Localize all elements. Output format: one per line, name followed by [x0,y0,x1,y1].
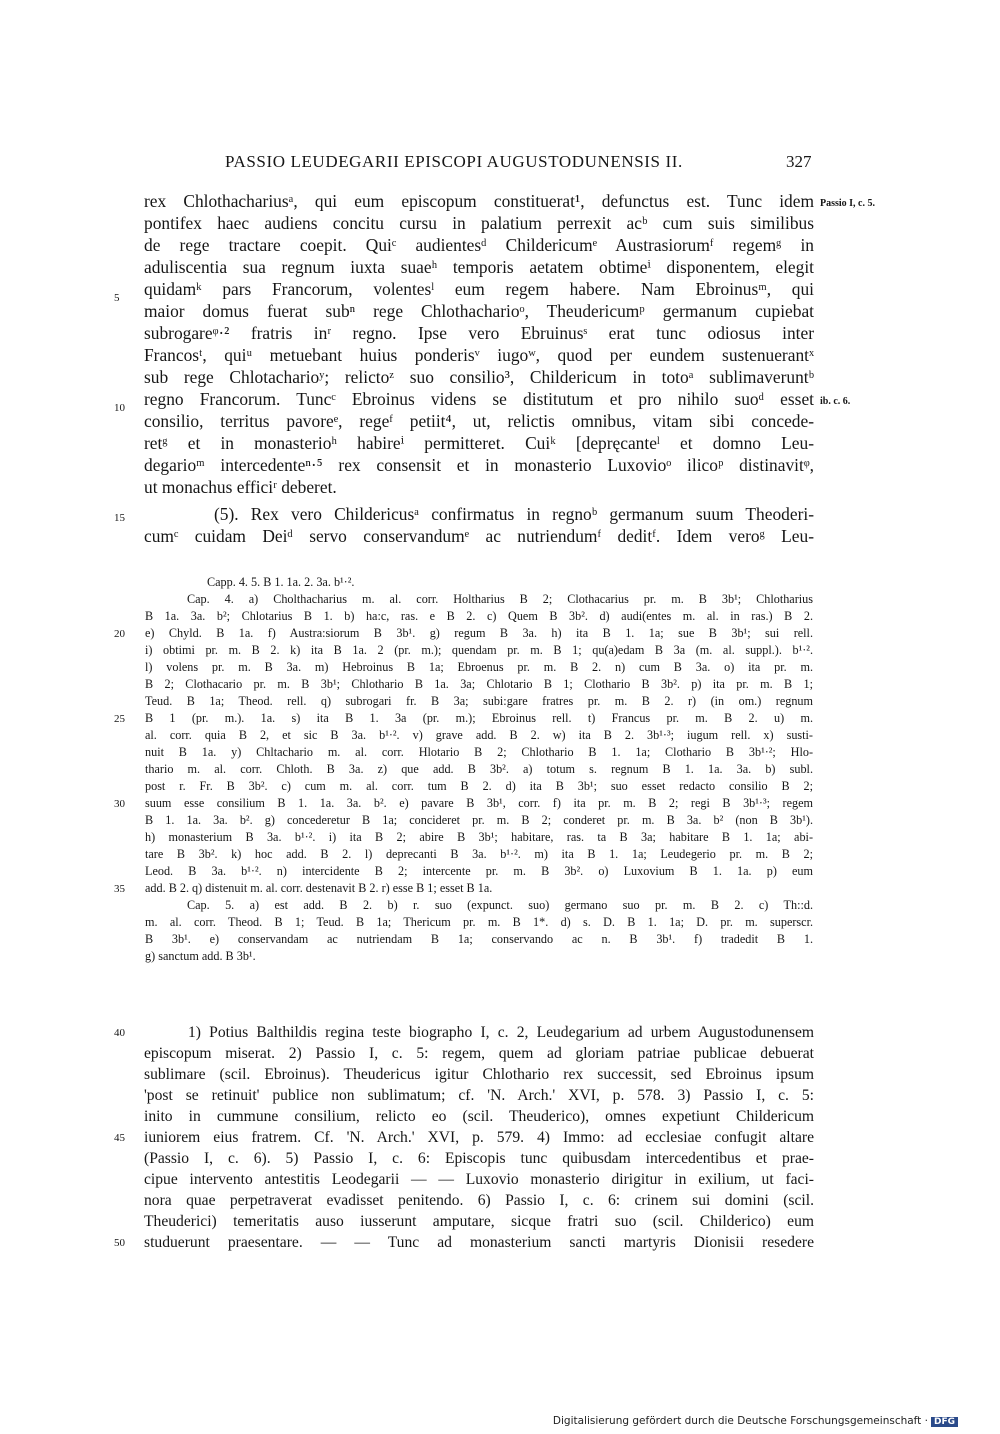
footnote-line: episcopum miserat. 2) Passio I, c. 5: regem, quem ad gloriam patriae publicae debuerat [144,1045,814,1062]
apparatus-line: Leod. B 3a. b¹·². n) intercidente B 2; intercente pr. m. B 3b². o) Luxovium B 1. 1a. p) eum [145,864,813,878]
footnote-line: iuniorem eius fratrem. Cf. 'N. Arch.' XVI, p. 579. 4) Immo: ad ecclesiae confugit altare [144,1129,814,1146]
apparatus-line: thario m. al. corr. Chloth. B 3a. z) que add. B 3b². a) totum s. regnum B 1. 1a. 3a. b) subl. [145,762,813,776]
text-line: cumᶜ cuidam Deiᵈ servo conservandumᵉ ac nutriendumᶠ deditᶠ. Idem veroᵍ Leu- [144,526,814,546]
apparatus-line: e) Chyld. B 1a. f) Austra:siorum B 3b¹. g) regum B 3a. h) ita B 1. 1a; sue B 3b¹; sui rell. [145,626,813,640]
apparatus-line: B 1 (pr. m.). 1a. s) ita B 1. 3a (pr. m.); Ebroinus rell. t) Francus pr. m. B 2. u) m. [145,711,813,725]
text-line: pontifex haec audiens concitu cursu in palatium perrexit acᵇ cum suis similibus [144,213,814,233]
footnote-line: 1) Potius Balthildis regina teste biographo I, c. 2, Leudegarium ad urbem Augustodunensem [188,1024,814,1041]
line-number: 25 [114,713,125,725]
text-line: sub rege Chlotacharioʸ; relictoᶻ suo consilio³, Childericum in totoᵃ sublimaveruntᵇ [144,367,814,387]
line-number: 15 [114,512,125,524]
apparatus-line: Capp. 4. 5. B 1. 1a. 2. 3a. b¹·². [207,575,355,589]
margin-reference: Passio I, c. 5. [820,198,875,209]
apparatus-line: Cap. 4. a) Cholthacharius m. al. corr. Holtharius B 2; Clothacarius pr. m. B 3b¹; Chlotharius [187,592,813,606]
running-header [0,152,1000,178]
apparatus-line: nuit B 1a. y) Chltachario m. al. corr. Hlotario B 2; Chlothario B 1. 1a; Clothario B 3b¹·²; Hlo- [145,745,813,759]
apparatus-line: B 2; Clothacario pr. m. B 3b¹; Chlothario B 1a. 3a; Chlotario B 1; Clothario B 3b². p) ita pr. m. B 1; [145,677,813,691]
apparatus-line: B 1a. 3a. b²; Chlotarius B 1. b) ha:c, ras. e B 2. c) Quem B 3b². d) audi(entes m. al. in ras.) B 2. [145,609,813,623]
apparatus-line: g) sanctum add. B 3b¹. [145,949,256,963]
text-line: Francosᵗ, quiᵘ metuebant huius ponderisᵛ iugoʷ, quod per eundem sustenuerantˣ [144,345,814,365]
credit-text: Digitalisierung gefördert durch die Deutsche Forschungsgemeinschaft · [552,1415,928,1427]
text-line: subrogareᵠ·² fratris inʳ regno. Ipse vero Ebruinusˢ erat tunc odiosus inter [144,323,814,343]
apparatus-line: l) volens pr. m. B 3a. m) Hebroinus B 1a; Ebroenus pr. m. B 2. n) cum B 3a. o) ita pr. m. [145,660,813,674]
footnote-line: (Passio I, c. 6). 5) Passio I, c. 6: Episcopis tunc quibusdam intercedentibus et prae- [144,1150,814,1167]
page-number: 327 [786,152,812,171]
text-line: regno Francorum. Tuncᶜ Ebroinus videns se distitutum et pro nihilo suoᵈ esset [144,389,814,409]
text-line: maior domus fuerat subⁿ rege Chlothacharioᵒ, Theudericumᵖ germanum cupiebat [144,301,814,321]
line-number: 30 [114,798,125,810]
footnote-line: cipue intervento antestitis Leodegarii — — Luxovio monasterio dirigitur in exilium, ut faci- [144,1171,814,1188]
apparatus-line: i) obtimi pr. m. B 2. k) ita B 1a. 2 (pr. m.); quendam pr. m. B 1; qu(a)edam B 3a (m. al. suppl.). b¹·². [145,643,813,657]
text-line: aduliscentia sua regnum iuxta suaeʰ temporis aetatem obtimeⁱ disponentem, elegit [144,257,814,277]
apparatus-line: suum esse consilium B 1. 1a. 3a. b². e) pavare B 3b¹, corr. f) ita pr. m. B 2; regi B 3b¹·³; regem [145,796,813,810]
line-number: 10 [114,402,125,414]
apparatus-line: B 3b¹. e) conservandam ac nutriendam B 1a; conservando ac n. B 3b¹. f) tradedit B 1. [145,932,813,946]
footnote-line: studuerunt praesentare. — — Tunc ad monasterium sancti martyris Dionisii resedere [144,1234,814,1251]
text-line: rex Chlothachariusᵃ, qui eum episcopum constituerat¹, defunctus est. Tunc idem [144,191,814,211]
footnote-line: 'post se retinuit' publice non sublimatum; cf. 'N. Arch.' XVI, p. 578. 3) Passio I, c. 5: [144,1087,814,1104]
dfg-logo: DFG [931,1417,958,1427]
text-line: consilio, territus pavoreᵉ, regeᶠ petiit⁴, ut, relictis omnibus, vitam sibi concede- [144,411,814,431]
apparatus-line: tare B 3b². k) hoc add. B 2. l) deprecanti B 3a. b¹·². m) ita B 1. 1a; Leudegerio pr. m. B 2; [145,847,813,861]
apparatus-line: B 1. 1a. 3a. b². g) concederetur B 1a; concideret pr. m. B 2; conderet pr. m. B 3a. b² (non B 3b¹). [145,813,813,827]
text-line: degarioᵐ intercedenteⁿ·⁵ rex consensit et in monasterio Luxovioᵒ ilicoᵖ distinavitᵠ, [144,455,814,475]
line-number: 50 [114,1237,125,1249]
margin-reference: ib. c. 6. [820,396,851,407]
line-number: 20 [114,628,125,640]
apparatus-line: al. corr. quia B 2, et sic B 3a. b¹·². v) grave add. B 2. w) ita B 2. 3b¹·³; iugum rell. x) susti- [145,728,813,742]
apparatus-line: m. al. corr. Theod. B 1; Teud. B 1a; Thericum pr. m. B 1*. d) s. D. B 1. 1a; D. pr. m. superscr. [145,915,813,929]
line-number: 40 [114,1027,125,1039]
apparatus-line: Cap. 5. a) est add. B 2. b) r. suo (expunct. suo) germano suo pr. m. B 2. c) Th::d. [187,898,813,912]
apparatus-line: add. B 2. q) distenuit m. al. corr. destenavit B 2. r) esse B 1; esset B 1a. [145,881,493,895]
text-line: ut monachus efficiʳ deberet. [144,477,337,497]
text-line: retᵍ et in monasterioʰ habireⁱ permitteret. Cuiᵏ [depręcanteˡ et domno Leu- [144,433,814,453]
apparatus-line: h) monasterium B 3a. b¹·². i) ita B 2; abire B 3b¹; habitare, ras. ta B 3a; habitare B 1. 1a; abi- [145,830,813,844]
footnote-line: sublimare (scil. Ebroinus). Theudericus igitur Chlothario rex successit, sed Ebroinus ipsum [144,1066,814,1083]
footnote-line: nora quae perpetraverat evadisset penitendo. 6) Passio I, c. 6: crinem sui domini (scil. [144,1192,814,1209]
footnote-line: inito in cummune consilium, relicto eo (scil. Theuderico), omnes expetiunt Childericum [144,1108,814,1125]
digitization-credit [553,1415,958,1427]
line-number: 45 [114,1132,125,1144]
apparatus-line: post r. Fr. B 3b². c) cum m. al. corr. tum B 2. d) ita B 3b¹; suo esset redacto consilio B 2; [145,779,813,793]
footnote-line: Theuderici) temeritatis auso iusserunt amputare, sicque fratri suo (scil. Childerico) eum [144,1213,814,1230]
running-title: PASSIO LEUDEGARII EPISCOPI AUGUSTODUNENSIS II. [225,152,683,171]
line-number: 5 [114,292,120,304]
text-line: de rege tractare coepit. Quiᶜ audientesᵈ Childericumᵉ Austrasiorumᶠ regemᵍ in [144,235,814,255]
text-line: (5). Rex vero Childericusᵃ confirmatus in regnoᵇ germanum suum Theoderi- [214,504,814,524]
line-number: 35 [114,883,125,895]
apparatus-line: Teud. B 1a; Theod. rell. q) subrogari fr. B 3a; subi:gare fratres pr. m. B 2. r) (in om.) regnum [145,694,813,708]
text-line: quidamᵏ pars Francorum, volentesˡ eum regem habere. Nam Ebroinusᵐ, qui [144,279,814,299]
